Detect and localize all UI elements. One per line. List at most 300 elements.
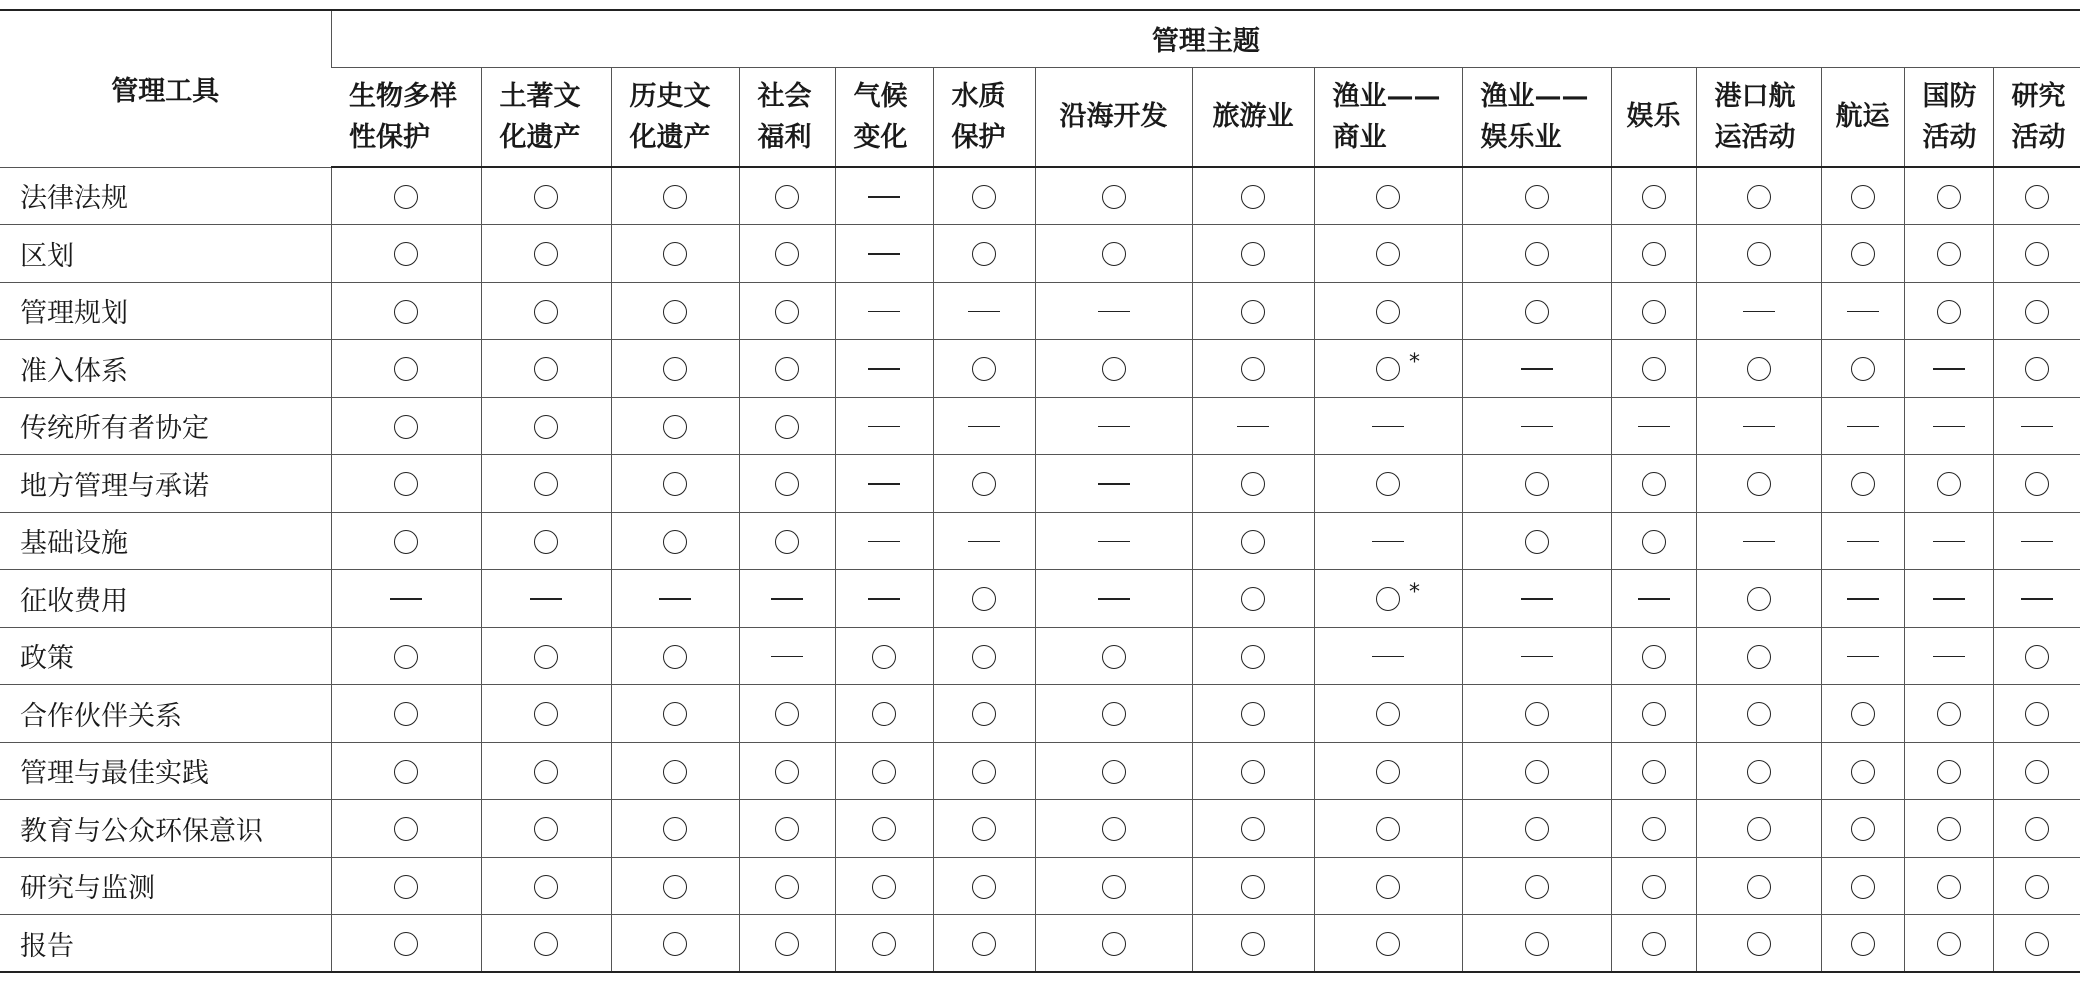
matrix-cell xyxy=(1821,282,1904,340)
circle-ring xyxy=(1102,760,1126,784)
circle-ring xyxy=(972,932,996,956)
circle-ring xyxy=(775,185,799,209)
matrix-cell xyxy=(1904,397,1993,455)
matrix-cell xyxy=(611,282,739,340)
matrix-cell xyxy=(1314,397,1462,455)
matrix-cell xyxy=(1611,340,1696,398)
circle-mark xyxy=(972,760,996,784)
circle-ring xyxy=(1376,472,1400,496)
circle-ring xyxy=(1102,357,1126,381)
column-header xyxy=(331,67,481,167)
circle-ring xyxy=(1642,875,1666,899)
matrix-cell xyxy=(1314,340,1462,398)
row-label: 教育与公众环保意识 xyxy=(0,800,331,858)
circle-mark xyxy=(1241,185,1265,209)
column-header xyxy=(1696,67,1821,167)
matrix-cell xyxy=(1696,512,1821,570)
circle-mark xyxy=(1376,300,1400,324)
circle-mark xyxy=(872,875,896,899)
circle-ring xyxy=(972,702,996,726)
circle-mark xyxy=(775,760,799,784)
matrix-cell xyxy=(1611,570,1696,628)
footnote-marker: * xyxy=(1409,580,1420,606)
circle-mark xyxy=(394,760,418,784)
matrix-cell xyxy=(933,627,1035,685)
matrix-cell xyxy=(1611,742,1696,800)
circle-mark xyxy=(394,185,418,209)
circle-mark xyxy=(1376,472,1400,496)
circle-mark xyxy=(534,817,558,841)
circle-mark xyxy=(1376,932,1400,956)
circle-mark xyxy=(1376,702,1400,726)
dash-bar xyxy=(1933,368,1965,370)
circle-ring xyxy=(1642,530,1666,554)
circle-mark xyxy=(1525,472,1549,496)
circle-mark xyxy=(1747,242,1771,266)
matrix-cell xyxy=(1314,512,1462,570)
circle-mark xyxy=(1376,350,1420,381)
matrix-cell xyxy=(481,455,611,513)
matrix-cell xyxy=(331,915,481,973)
dash-mark xyxy=(1376,530,1400,554)
matrix-cell xyxy=(739,627,835,685)
dash-bar xyxy=(2021,541,2053,543)
circle-ring xyxy=(972,875,996,899)
row-label: 管理与最佳实践 xyxy=(0,742,331,800)
matrix-cell xyxy=(1993,455,2080,513)
matrix-cell xyxy=(1192,857,1314,915)
circle-mark xyxy=(972,185,996,209)
circle-ring xyxy=(2025,645,2049,669)
dash-bar xyxy=(968,426,1000,428)
matrix-cell xyxy=(331,455,481,513)
dash-bar xyxy=(1743,426,1775,428)
circle-mark xyxy=(872,932,896,956)
circle-ring xyxy=(775,415,799,439)
matrix-cell xyxy=(1821,800,1904,858)
matrix-cell xyxy=(1462,167,1611,225)
row-label: 征收费用 xyxy=(0,570,331,628)
matrix-cell xyxy=(1993,225,2080,283)
matrix-cell xyxy=(1035,857,1192,915)
circle-mark xyxy=(663,472,687,496)
matrix-cell xyxy=(1035,340,1192,398)
dash-mark xyxy=(1937,645,1961,669)
circle-ring xyxy=(1937,472,1961,496)
dash-bar xyxy=(2021,426,2053,428)
circle-ring xyxy=(394,875,418,899)
column-header xyxy=(1993,67,2080,167)
circle-mark xyxy=(394,472,418,496)
matrix-cell xyxy=(933,742,1035,800)
matrix-cell xyxy=(835,455,933,513)
circle-ring xyxy=(1525,760,1549,784)
circle-ring xyxy=(972,587,996,611)
table-body xyxy=(0,167,2080,972)
matrix-cell xyxy=(835,742,933,800)
circle-mark xyxy=(972,357,996,381)
circle-ring xyxy=(1747,185,1771,209)
column-header xyxy=(1904,67,1993,167)
circle-ring xyxy=(1241,300,1265,324)
circle-ring xyxy=(394,530,418,554)
matrix-cell xyxy=(331,225,481,283)
circle-ring xyxy=(534,817,558,841)
circle-mark xyxy=(534,645,558,669)
circle-ring xyxy=(972,185,996,209)
circle-mark xyxy=(394,300,418,324)
dash-mark xyxy=(1525,587,1549,611)
circle-mark xyxy=(775,817,799,841)
circle-mark xyxy=(972,587,996,611)
matrix-cell xyxy=(1993,570,2080,628)
circle-mark xyxy=(1937,185,1961,209)
matrix-cell xyxy=(611,857,739,915)
circle-mark xyxy=(2025,472,2049,496)
dash-bar xyxy=(1372,541,1404,543)
dash-mark xyxy=(1376,415,1400,439)
matrix-cell xyxy=(611,340,739,398)
circle-mark xyxy=(663,242,687,266)
column-header xyxy=(739,67,835,167)
matrix-cell xyxy=(1904,455,1993,513)
matrix-cell xyxy=(611,800,739,858)
matrix-cell xyxy=(1993,167,2080,225)
column-header-line: 渔业—— xyxy=(1332,80,1441,112)
circle-mark xyxy=(1102,357,1126,381)
matrix-cell xyxy=(1314,800,1462,858)
matrix-cell xyxy=(1696,282,1821,340)
circle-mark xyxy=(972,817,996,841)
dash-mark xyxy=(872,415,896,439)
circle-ring xyxy=(663,242,687,266)
circle-ring xyxy=(775,932,799,956)
matrix-cell xyxy=(739,282,835,340)
circle-mark xyxy=(534,875,558,899)
circle-ring xyxy=(1937,300,1961,324)
column-header xyxy=(611,67,739,167)
column-header-line: 生物多样 xyxy=(349,80,457,112)
circle-mark xyxy=(1241,472,1265,496)
table-row xyxy=(0,857,2080,915)
row-label: 研究与监测 xyxy=(0,857,331,915)
circle-mark xyxy=(663,760,687,784)
dash-bar xyxy=(1098,426,1130,428)
circle-ring xyxy=(775,760,799,784)
matrix-cell xyxy=(1192,800,1314,858)
matrix-cell xyxy=(481,225,611,283)
matrix-cell xyxy=(1993,742,2080,800)
dash-bar xyxy=(530,598,562,600)
circle-mark xyxy=(1241,645,1265,669)
column-header-line: 变化 xyxy=(853,121,908,153)
dash-mark xyxy=(2025,530,2049,554)
circle-mark xyxy=(1241,530,1265,554)
circle-ring xyxy=(1642,817,1666,841)
circle-mark xyxy=(1102,817,1126,841)
matrix-cell xyxy=(1314,455,1462,513)
circle-mark xyxy=(1376,817,1400,841)
row-label: 政策 xyxy=(0,627,331,685)
matrix-cell xyxy=(933,167,1035,225)
management-matrix-table xyxy=(0,9,2080,973)
circle-ring xyxy=(1747,875,1771,899)
dash-bar xyxy=(771,598,803,600)
circle-ring xyxy=(1525,702,1549,726)
circle-ring xyxy=(534,300,558,324)
circle-ring xyxy=(1937,760,1961,784)
circle-ring xyxy=(1525,817,1549,841)
dash-mark xyxy=(775,587,799,611)
circle-mark xyxy=(972,702,996,726)
matrix-cell xyxy=(1993,685,2080,743)
matrix-cell xyxy=(1821,340,1904,398)
matrix-cell xyxy=(1696,627,1821,685)
dash-bar xyxy=(1098,598,1130,600)
matrix-cell xyxy=(1993,340,2080,398)
matrix-cell xyxy=(1314,570,1462,628)
matrix-cell xyxy=(1611,397,1696,455)
matrix-cell xyxy=(481,627,611,685)
dash-bar xyxy=(868,598,900,600)
matrix-cell xyxy=(1462,455,1611,513)
dash-mark xyxy=(394,587,418,611)
dash-mark xyxy=(1642,415,1666,439)
dash-mark xyxy=(1102,587,1126,611)
circle-mark xyxy=(972,645,996,669)
matrix-cell xyxy=(1821,915,1904,973)
circle-mark xyxy=(1851,185,1875,209)
circle-ring xyxy=(1241,817,1265,841)
circle-mark xyxy=(1747,472,1771,496)
matrix-cell xyxy=(1821,857,1904,915)
dash-mark xyxy=(1102,300,1126,324)
circle-mark xyxy=(663,415,687,439)
circle-mark xyxy=(663,817,687,841)
circle-ring xyxy=(2025,817,2049,841)
matrix-cell xyxy=(1035,167,1192,225)
column-header-line: 运活动 xyxy=(1714,121,1796,153)
matrix-cell xyxy=(1904,742,1993,800)
matrix-cell xyxy=(1462,225,1611,283)
matrix-cell xyxy=(1462,857,1611,915)
circle-ring xyxy=(1525,530,1549,554)
matrix-cell xyxy=(933,512,1035,570)
circle-ring xyxy=(1642,760,1666,784)
matrix-cell xyxy=(739,340,835,398)
circle-mark xyxy=(394,645,418,669)
dash-mark xyxy=(972,530,996,554)
circle-ring xyxy=(1747,242,1771,266)
circle-mark xyxy=(1525,817,1549,841)
dash-mark xyxy=(1937,530,1961,554)
circle-mark xyxy=(663,932,687,956)
dash-bar xyxy=(868,541,900,543)
matrix-cell xyxy=(611,225,739,283)
dash-bar xyxy=(868,426,900,428)
column-header-line: 福利 xyxy=(757,121,812,153)
circle-ring xyxy=(1241,472,1265,496)
circle-mark xyxy=(1937,760,1961,784)
matrix-cell xyxy=(1696,915,1821,973)
matrix-cell xyxy=(481,282,611,340)
circle-mark xyxy=(1102,760,1126,784)
circle-ring xyxy=(534,415,558,439)
matrix-cell xyxy=(331,167,481,225)
dash-bar xyxy=(1638,598,1670,600)
matrix-cell xyxy=(1035,915,1192,973)
column-header xyxy=(933,67,1035,167)
matrix-cell xyxy=(611,915,739,973)
circle-mark xyxy=(394,357,418,381)
circle-ring xyxy=(1241,645,1265,669)
circle-mark xyxy=(1747,702,1771,726)
column-header-line: 沿海开发 xyxy=(1059,101,1168,133)
circle-mark xyxy=(663,875,687,899)
circle-mark xyxy=(663,702,687,726)
circle-ring xyxy=(1747,645,1771,669)
column-header xyxy=(1611,67,1696,167)
circle-mark xyxy=(1851,817,1875,841)
circle-ring xyxy=(1376,817,1400,841)
circle-ring xyxy=(534,185,558,209)
matrix-cell xyxy=(331,397,481,455)
column-header-line: 港口航 xyxy=(1714,80,1796,112)
circle-mark xyxy=(1525,185,1549,209)
circle-mark xyxy=(1525,300,1549,324)
matrix-cell xyxy=(611,685,739,743)
matrix-cell xyxy=(481,857,611,915)
row-label: 区划 xyxy=(0,225,331,283)
circle-ring xyxy=(1241,875,1265,899)
matrix-cell xyxy=(739,857,835,915)
dash-bar xyxy=(1521,368,1553,370)
circle-ring xyxy=(1376,185,1400,209)
circle-ring xyxy=(872,817,896,841)
circle-mark xyxy=(1525,242,1549,266)
dash-bar xyxy=(1521,426,1553,428)
table-row xyxy=(0,167,2080,225)
matrix-cell xyxy=(1993,915,2080,973)
circle-ring xyxy=(775,472,799,496)
circle-ring xyxy=(663,300,687,324)
circle-ring xyxy=(972,242,996,266)
dash-mark xyxy=(663,587,687,611)
dash-bar xyxy=(1847,656,1879,658)
matrix-cell xyxy=(481,742,611,800)
column-header xyxy=(481,67,611,167)
matrix-cell xyxy=(835,282,933,340)
circle-mark xyxy=(534,185,558,209)
matrix-cell xyxy=(1611,167,1696,225)
circle-ring xyxy=(394,760,418,784)
circle-ring xyxy=(872,760,896,784)
matrix-cell xyxy=(481,167,611,225)
matrix-cell xyxy=(1192,685,1314,743)
circle-ring xyxy=(1376,875,1400,899)
circle-mark xyxy=(1747,185,1771,209)
circle-mark xyxy=(1642,185,1666,209)
circle-mark xyxy=(2025,817,2049,841)
matrix-cell xyxy=(611,742,739,800)
matrix-cell xyxy=(1821,167,1904,225)
column-header-line: 社会 xyxy=(757,80,812,112)
matrix-cell xyxy=(1611,512,1696,570)
column-header xyxy=(1035,67,1192,167)
circle-ring xyxy=(1525,242,1549,266)
circle-mark xyxy=(1937,300,1961,324)
matrix-cell xyxy=(1314,685,1462,743)
matrix-cell xyxy=(1696,397,1821,455)
circle-mark xyxy=(972,242,996,266)
dash-bar xyxy=(1847,311,1879,313)
matrix-cell xyxy=(1904,512,1993,570)
circle-ring xyxy=(534,702,558,726)
matrix-cell xyxy=(835,915,933,973)
circle-mark xyxy=(1642,472,1666,496)
circle-ring xyxy=(775,530,799,554)
circle-mark xyxy=(1642,760,1666,784)
circle-mark xyxy=(775,932,799,956)
circle-mark xyxy=(534,932,558,956)
dash-bar xyxy=(1933,541,1965,543)
matrix-cell xyxy=(1314,627,1462,685)
matrix-cell xyxy=(331,282,481,340)
matrix-cell xyxy=(1904,800,1993,858)
circle-ring xyxy=(1642,242,1666,266)
circle-ring xyxy=(1642,185,1666,209)
column-header xyxy=(1314,67,1462,167)
circle-ring xyxy=(1937,702,1961,726)
row-header-cell: 管理工具 xyxy=(0,10,331,167)
circle-mark xyxy=(663,300,687,324)
dash-bar xyxy=(1847,598,1879,600)
dash-mark xyxy=(1937,415,1961,439)
matrix-cell xyxy=(611,455,739,513)
matrix-cell xyxy=(1821,627,1904,685)
dash-mark xyxy=(1851,530,1875,554)
circle-mark xyxy=(1747,817,1771,841)
matrix-cell xyxy=(835,800,933,858)
dash-bar xyxy=(1933,426,1965,428)
matrix-cell xyxy=(1035,397,1192,455)
circle-ring xyxy=(972,760,996,784)
dash-bar xyxy=(1098,541,1130,543)
circle-mark xyxy=(1937,242,1961,266)
circle-ring xyxy=(2025,760,2049,784)
circle-ring xyxy=(1241,242,1265,266)
circle-ring xyxy=(534,760,558,784)
group-header-row xyxy=(0,10,2080,67)
column-header-line: 航运 xyxy=(1835,101,1890,133)
dash-mark xyxy=(1747,530,1771,554)
table-row xyxy=(0,915,2080,973)
circle-mark xyxy=(1525,875,1549,899)
circle-mark xyxy=(1241,932,1265,956)
circle-ring xyxy=(663,817,687,841)
dash-bar xyxy=(2021,598,2053,600)
circle-mark xyxy=(394,702,418,726)
circle-ring xyxy=(534,472,558,496)
row-label: 准入体系 xyxy=(0,340,331,398)
matrix-cell xyxy=(331,512,481,570)
circle-mark xyxy=(1642,645,1666,669)
circle-mark xyxy=(1525,702,1549,726)
matrix-cell xyxy=(1904,570,1993,628)
circle-ring xyxy=(1747,357,1771,381)
dash-mark xyxy=(775,645,799,669)
dash-bar xyxy=(968,311,1000,313)
